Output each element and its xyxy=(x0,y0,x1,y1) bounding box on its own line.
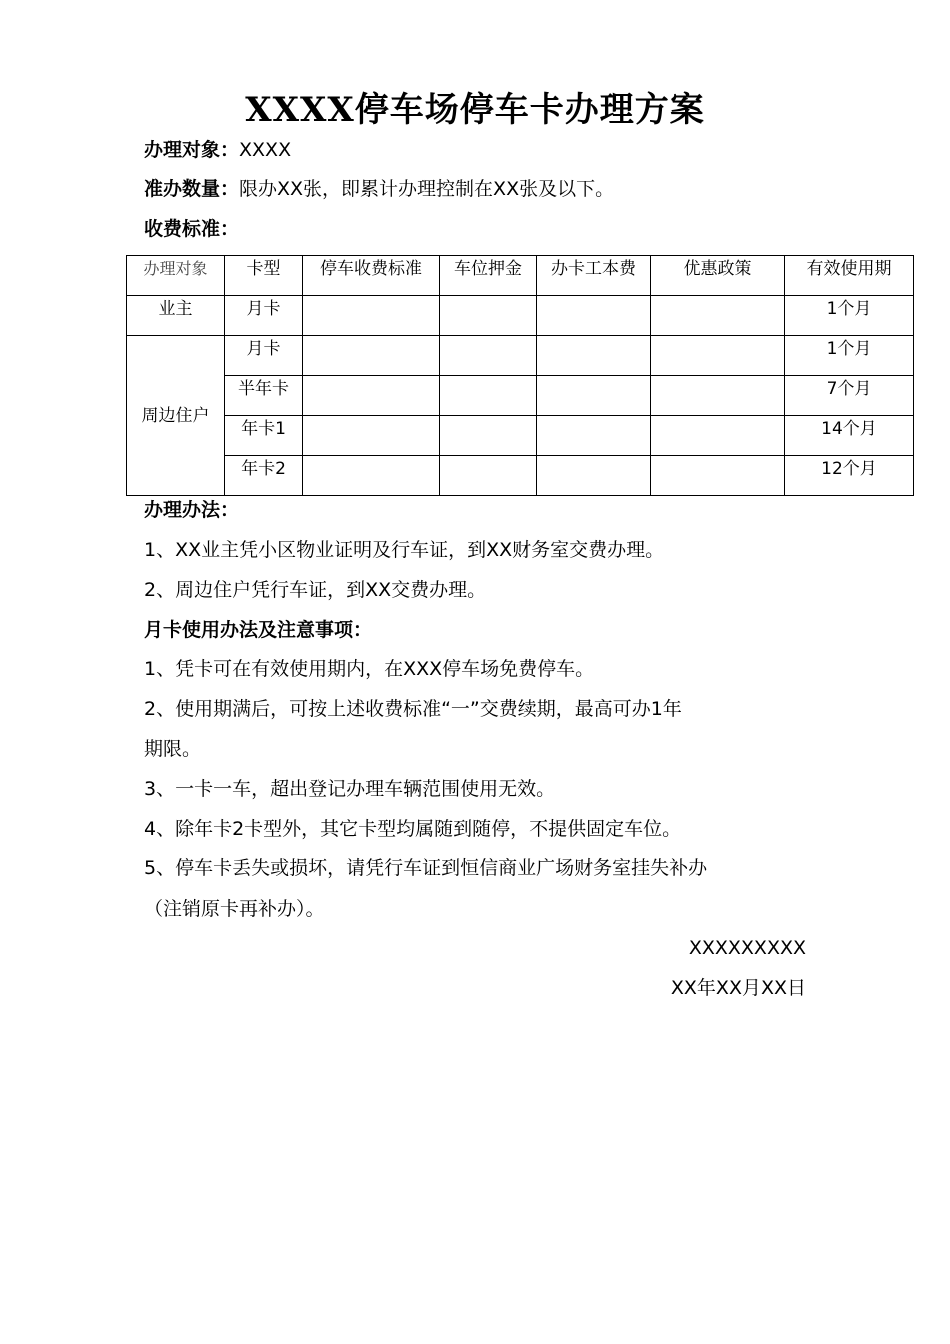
notes-line: 1、凭卡可在有效使用期内，在XXX停车场免费停车。 xyxy=(144,658,595,680)
header-cell-card-cost: 办卡工本费 xyxy=(537,256,651,296)
target-value: XXXX xyxy=(239,139,292,161)
empty-cell xyxy=(651,336,785,376)
empty-cell xyxy=(303,376,440,416)
empty-cell xyxy=(440,336,537,376)
header-cell-validity: 有效使用期 xyxy=(785,256,914,296)
empty-cell xyxy=(537,336,651,376)
header-cell-card-type: 卡型 xyxy=(225,256,303,296)
header-cell-parking-fee: 停车收费标准 xyxy=(303,256,440,296)
table-row xyxy=(127,336,914,376)
empty-cell xyxy=(303,296,440,336)
notes-line: （注销原卡再补办）。 xyxy=(144,898,325,920)
table-header-row xyxy=(127,256,914,296)
empty-cell xyxy=(651,456,785,496)
validity-cell: 12个月 xyxy=(785,456,914,496)
date: XX年XX月XX日 xyxy=(670,977,806,999)
empty-cell xyxy=(537,296,651,336)
empty-cell xyxy=(651,416,785,456)
target-label: 办理对象： xyxy=(144,139,240,161)
target-line xyxy=(144,137,291,163)
validity-cell: 1个月 xyxy=(785,336,914,376)
fee-table xyxy=(126,255,914,496)
quota-value: 限办XX张，即累计办理控制在XX张及以下。 xyxy=(239,178,615,200)
fee-heading: 收费标准： xyxy=(144,218,240,240)
notes-line: 期限。 xyxy=(144,738,202,760)
empty-cell xyxy=(440,456,537,496)
signature: XXXXXXXXX xyxy=(688,937,806,959)
table-row xyxy=(127,456,914,496)
header-cell-deposit: 车位押金 xyxy=(440,256,537,296)
card-type-cell: 月卡 xyxy=(225,296,303,336)
header-cell-discount: 优惠政策 xyxy=(651,256,785,296)
empty-cell xyxy=(440,416,537,456)
empty-cell xyxy=(537,416,651,456)
method-heading: 办理办法： xyxy=(144,499,240,521)
card-type-cell: 年卡1 xyxy=(225,416,303,456)
card-type-cell: 半年卡 xyxy=(225,376,303,416)
card-type-cell: 月卡 xyxy=(225,336,303,376)
empty-cell xyxy=(651,296,785,336)
notes-line: 2、使用期满后，可按上述收费标准“一”交费续期，最高可办1年 xyxy=(144,698,682,720)
group-cell-owner: 业主 xyxy=(127,296,225,336)
group-cell-neighbors: 周边住户 xyxy=(127,336,225,496)
table-row xyxy=(127,416,914,456)
notes-line: 4、除年卡2卡型外，其它卡型均属随到随停，不提供固定车位。 xyxy=(144,818,682,840)
empty-cell xyxy=(440,296,537,336)
empty-cell xyxy=(303,416,440,456)
validity-cell: 7个月 xyxy=(785,376,914,416)
notes-line: 3、一卡一车，超出登记办理车辆范围使用无效。 xyxy=(144,778,556,800)
empty-cell xyxy=(303,336,440,376)
empty-cell xyxy=(303,456,440,496)
notes-line: 5、停车卡丢失或损坏，请凭行车证到恒信商业广场财务室挂失补办 xyxy=(144,857,708,879)
validity-cell: 1个月 xyxy=(785,296,914,336)
header-cell-target: 办理对象 xyxy=(127,256,225,296)
validity-cell: 14个月 xyxy=(785,416,914,456)
table-row xyxy=(127,376,914,416)
document-title: XXXX停车场停车卡办理方案 xyxy=(245,90,705,130)
empty-cell xyxy=(440,376,537,416)
method-item: 2、周边住户凭行车证，到XX交费办理。 xyxy=(144,579,487,601)
method-item: 1、XX业主凭小区物业证明及行车证，到XX财务室交费办理。 xyxy=(144,539,665,561)
card-type-cell: 年卡2 xyxy=(225,456,303,496)
notes-heading: 月卡使用办法及注意事项： xyxy=(144,619,373,641)
quota-label: 准办数量： xyxy=(144,178,240,200)
quota-line xyxy=(144,176,614,202)
table-row xyxy=(127,296,914,336)
empty-cell xyxy=(537,376,651,416)
empty-cell xyxy=(651,376,785,416)
empty-cell xyxy=(537,456,651,496)
